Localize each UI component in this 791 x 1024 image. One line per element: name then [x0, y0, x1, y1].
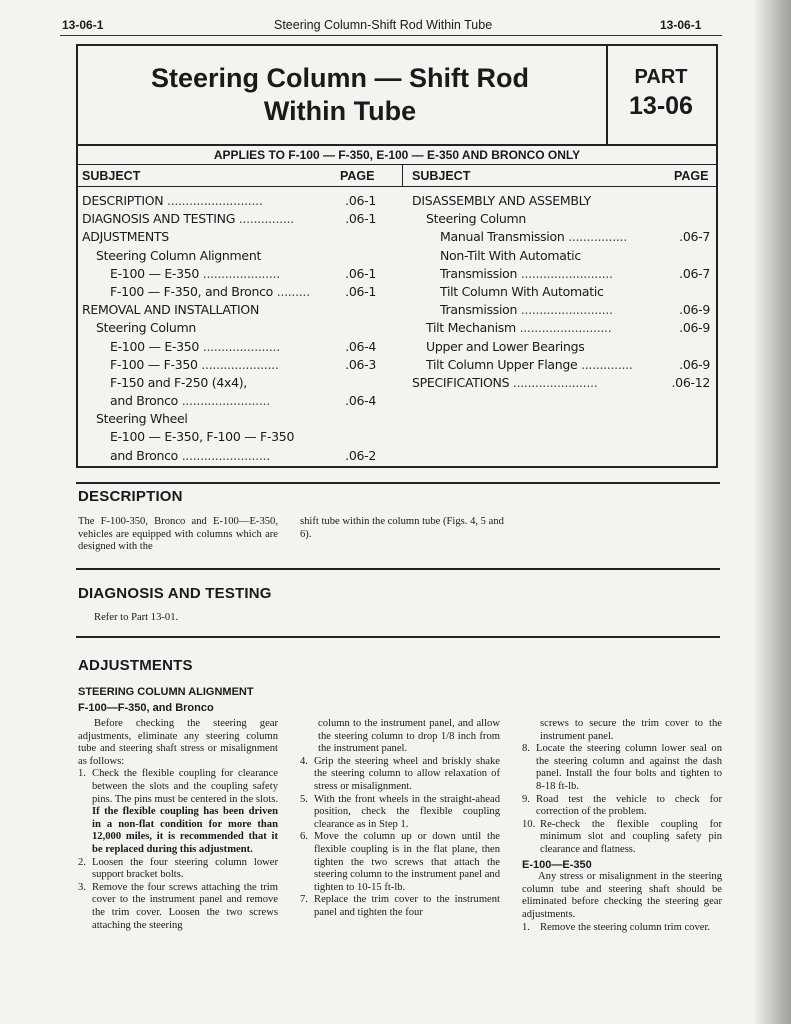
toc-entry-text: E-100 — E-350, F-100 — F-350 — [110, 429, 295, 445]
diagnosis-heading: DIAGNOSIS AND TESTING — [78, 585, 272, 602]
toc-entry-text: E-100 — E-350 — [110, 338, 200, 354]
step-text: Replace the trim cover to the instrument panel and tighten the four — [314, 894, 500, 918]
step-text: Locate the steering column lower seal on the steering column and against the dash panel. Install the four bolts and tighten to 8-18 ft-lb. — [536, 743, 722, 792]
step-text: Grip the steering wheel and briskly shake the steering column to allow relaxation of stress or misalignment. — [314, 755, 500, 792]
toc-entry-leader: ..................... — [199, 265, 280, 281]
toc-entry — [82, 410, 376, 428]
toc-entry-text: SPECIFICATIONS — [412, 374, 510, 390]
e-series-heading: E-100—E-350 — [522, 858, 592, 871]
toc-entry-text: Transmission — [440, 265, 518, 281]
toc-entry-leader: ......................... — [515, 320, 612, 336]
toc-entry-text: Tilt Column Upper Flange — [426, 356, 578, 372]
toc-entry — [82, 210, 376, 228]
toc-entry-page: .06-4 — [345, 393, 376, 409]
toc-entry — [82, 338, 376, 356]
diagnosis-rule — [76, 568, 720, 570]
procedure-step — [78, 768, 278, 856]
toc-entry-page: .06-1 — [345, 265, 376, 281]
toc-entry-text: and Bronco — [110, 447, 179, 463]
applies-rule — [76, 164, 718, 165]
toc-entry-text: Manual Transmission — [440, 229, 565, 245]
toc-entry-text: and Bronco — [110, 393, 179, 409]
toc-entry — [82, 356, 376, 374]
toc-entry — [82, 228, 376, 246]
diagnosis-text: Refer to Part 13-01. — [94, 612, 179, 623]
toc-entry-text: DESCRIPTION — [82, 193, 164, 208]
toc-entry — [82, 247, 376, 265]
toc-entry-leader: ....................... — [509, 374, 598, 390]
toc-entry — [412, 192, 710, 210]
procedure-step — [300, 794, 500, 832]
step-number: 2. — [78, 856, 86, 868]
toc-entry-leader: ................ — [564, 229, 627, 245]
step-text: With the front wheels in the straight-ahead position, check the flexible coupling clearance as in Step 1. — [314, 793, 500, 830]
procedure-step — [300, 831, 500, 894]
description-rule — [76, 482, 720, 484]
toc-entry-page: .06-4 — [345, 338, 376, 354]
toc-header-rule — [76, 186, 718, 187]
procedure-step — [78, 882, 278, 932]
toc-entry-page: .06-9 — [679, 320, 710, 336]
toc-entry-leader: ........................ — [178, 393, 270, 409]
toc-entry — [82, 301, 376, 319]
header-page-left: 13-06-1 — [62, 18, 104, 32]
step-text: Road test the vehicle to check for correction of the problem. — [536, 793, 722, 818]
toc-entry-text: Tilt Column With Automatic — [440, 283, 604, 299]
e-series-text: Any stress or misalignment in the steering column tube and steering shaft should be eliminated before checking the steering gear adjustments. — [522, 871, 722, 920]
step-number: 7. — [300, 894, 308, 906]
f-series-heading: F-100—F-350, and Bronco — [78, 702, 214, 714]
toc-entry-leader: ......................... — [517, 265, 613, 281]
col3-continuation: screws to secure the trim cover to the instrument panel. — [540, 718, 722, 742]
step-text: Re-check the flexible coupling for minimum slot and coupling safety pin clearance and flatness. — [540, 818, 722, 855]
toc-entry — [412, 283, 710, 301]
title-divider — [606, 44, 608, 146]
toc-entry — [412, 228, 710, 246]
toc-entry-leader: ............... — [235, 211, 294, 227]
header-page-right: 13-06-1 — [660, 18, 702, 32]
toc-entry-text: E-100 — E-350 — [110, 265, 200, 281]
toc-entry — [412, 319, 710, 337]
step-number: 4. — [300, 755, 308, 767]
toc-entry — [82, 447, 376, 465]
toc-entry — [82, 283, 376, 301]
toc-entry — [82, 265, 376, 283]
toc-entry-page: .06-2 — [345, 447, 376, 463]
adjustments-col3 — [522, 718, 722, 934]
step-number: 8. — [522, 743, 530, 755]
toc-left-column — [82, 192, 376, 465]
toc-entry — [82, 192, 376, 210]
step-text: Loosen the four steering column lower support bracket bolts. — [92, 856, 278, 881]
toc-page-label-right: PAGE — [674, 169, 709, 183]
step-number: 6. — [300, 831, 308, 843]
toc-entry-page: .06-9 — [679, 302, 710, 318]
toc-entry — [412, 338, 710, 356]
page-title — [90, 62, 590, 128]
toc-entry-text: Upper and Lower Bearings — [426, 338, 585, 354]
page-edge-shadow — [753, 0, 791, 1024]
step-number: 1. — [522, 921, 530, 933]
step-text: Remove the four screws attaching the trim cover to the instrument panel and remove the trim cover. Loosen the two screws attaching the steering — [92, 881, 278, 931]
description-heading: DESCRIPTION — [78, 488, 183, 505]
toc-entry — [412, 210, 710, 228]
toc-entry — [412, 301, 710, 319]
toc-entry-leader: ........................ — [178, 447, 270, 463]
toc-entry-text: DISASSEMBLY AND ASSEMBLY — [412, 193, 591, 208]
procedure-step — [522, 819, 722, 857]
step-number: 3. — [78, 881, 86, 893]
col2-continuation: column to the instrument panel, and allow the steering column to drop 1/8 inch from the instrument panel. — [318, 718, 500, 755]
toc-entry — [82, 392, 376, 410]
page-title-line2: Within Tube — [263, 96, 417, 126]
e-series-step — [522, 922, 722, 935]
applies-to: APPLIES TO F-100 — F-350, E-100 — E-350 AND BRONCO ONLY — [213, 148, 581, 162]
toc-entry-text: Non-Tilt With Automatic — [440, 247, 581, 263]
step-text: Check the flexible coupling for clearance between the slots and the coupling safety pins. The pins must be centered in the slots. — [92, 768, 278, 805]
toc-entry-leader: .............. — [577, 356, 633, 372]
step-number: 10. — [522, 818, 536, 830]
procedure-step — [522, 743, 722, 793]
toc-entry-text: F-150 and F-250 (4x4), — [110, 374, 247, 390]
toc-entry — [82, 428, 376, 446]
toc-subject-label-right: SUBJECT — [412, 169, 471, 183]
toc-entry-text: Steering Wheel — [96, 411, 188, 427]
toc-right-column — [412, 192, 710, 392]
toc-entry-leader: ..................... — [199, 338, 280, 354]
toc-entry-leader: ......................... — [517, 302, 613, 318]
header-rule — [60, 35, 722, 36]
toc-entry — [412, 356, 710, 374]
toc-entry-text: DIAGNOSIS AND TESTING — [82, 211, 236, 227]
toc-entry-page: .06-12 — [671, 374, 710, 390]
toc-entry-page: .06-3 — [345, 356, 376, 372]
toc-entry-leader: .......................... — [163, 193, 263, 208]
step-number: 9. — [522, 793, 530, 805]
toc-entry-text: Steering Column Alignment — [96, 247, 262, 263]
adjustments-rule — [76, 636, 720, 638]
toc-entry-text: F-100 — F-350, and Bronco — [110, 283, 274, 299]
step-text: Move the column up or down until the flexible coupling is in the flat plane, then tighten the two screws that attach the steering column to the instrument panel and tighten to 10-15 ft-lb. — [314, 831, 500, 893]
adjustments-intro: Before checking the steering gear adjustments, eliminate any steering column tube and steering shaft stress or misalignment as follows: — [78, 718, 278, 767]
step-number: 1. — [78, 768, 86, 780]
toc-entry-text: Tilt Mechanism — [426, 320, 516, 336]
toc-entry-text: Steering Column — [426, 211, 527, 227]
alignment-subheading: STEERING COLUMN ALIGNMENT — [78, 686, 254, 698]
page-title-line1: Steering Column — Shift Rod — [151, 63, 529, 93]
step-warning: If the flexible coupling has been driven in a non-flat condition for more than 12,000 miles, it is recommended that it be replaced during this adjustment. — [92, 806, 278, 855]
toc-page-label-left: PAGE — [340, 169, 375, 183]
toc-entry-page: .06-1 — [345, 193, 376, 208]
description-col1: The F-100-350, Bronco and E-100—E-350, vehicles are equipped with columns which are designed with the — [78, 516, 278, 553]
step-text: Remove the steering column trim cover. — [540, 921, 711, 933]
step-number: 5. — [300, 793, 308, 805]
toc-entry-text: REMOVAL AND INSTALLATION — [82, 302, 260, 318]
adjustments-heading: ADJUSTMENTS — [78, 657, 193, 674]
procedure-step — [300, 894, 500, 919]
toc-entry — [412, 265, 710, 283]
toc-entry-page: .06-7 — [679, 229, 710, 245]
header-title: Steering Column-Shift Rod Within Tube — [274, 18, 493, 32]
procedure-step — [300, 756, 500, 794]
toc-entry — [82, 319, 376, 337]
adjustments-col2 — [300, 718, 500, 920]
toc-entry-page: .06-9 — [679, 356, 710, 372]
toc-entry-leader: ..................... — [197, 356, 279, 372]
procedure-step — [522, 794, 722, 819]
toc-subject-label-left: SUBJECT — [82, 169, 141, 183]
toc-entry-text: F-100 — F-350 — [110, 356, 198, 372]
adjustments-col1 — [78, 718, 278, 932]
toc-entry-page: .06-1 — [345, 283, 376, 299]
toc-entry-text: ADJUSTMENTS — [82, 229, 169, 245]
toc-entry — [412, 247, 710, 265]
toc-entry-text: Transmission — [440, 302, 518, 318]
procedure-step — [78, 857, 278, 882]
part-number: 13-06 — [629, 92, 693, 120]
part-label: PART — [634, 66, 688, 88]
toc-entry-leader: ......... — [273, 283, 310, 299]
toc-entry — [82, 374, 376, 392]
toc-entry — [412, 374, 710, 392]
description-col2: shift tube within the column tube (Figs. 4, 5 and 6). — [300, 516, 504, 540]
toc-entry-page: .06-1 — [345, 211, 376, 227]
toc-entry-text: Steering Column — [96, 320, 197, 336]
toc-col-divider — [402, 164, 403, 186]
toc-entry-page: .06-7 — [679, 265, 710, 281]
